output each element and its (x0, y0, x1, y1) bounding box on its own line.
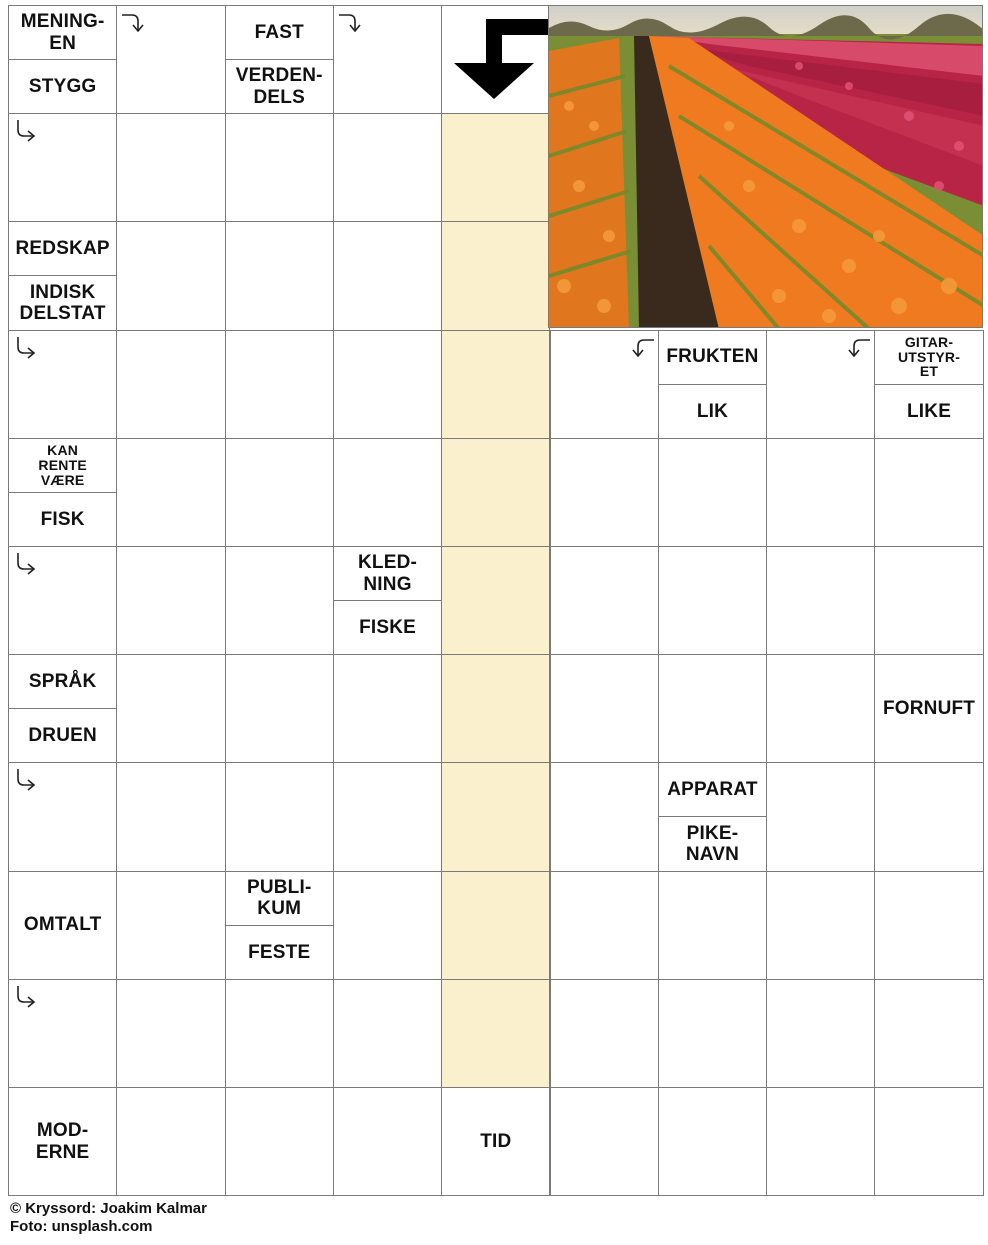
clue-cell (874, 330, 983, 439)
answer-cell[interactable] (116, 546, 225, 655)
answer-cell[interactable] (225, 979, 334, 1088)
clue-cell (441, 1087, 550, 1196)
clue-text: FISKE (334, 600, 441, 654)
answer-cell[interactable] (441, 979, 550, 1088)
down-right-arrow-icon (11, 982, 41, 1012)
answer-cell[interactable] (658, 654, 767, 763)
clue-cell (8, 871, 117, 980)
clue-text: MENING- EN (20, 11, 105, 54)
clue-text: APPARAT (667, 779, 758, 801)
clue-cell (8, 654, 117, 763)
answer-cell[interactable] (116, 654, 225, 763)
answer-cell[interactable] (441, 221, 550, 330)
down-right-arrow-icon (11, 765, 41, 795)
answer-cell[interactable] (333, 871, 442, 980)
clue-cell (333, 546, 442, 655)
answer-cell[interactable] (441, 762, 550, 871)
solution-arrow-icon (440, 5, 548, 113)
credit-crossword: © Kryssord: Joakim Kalmar (10, 1200, 207, 1217)
answer-cell[interactable] (333, 221, 442, 330)
answer-cell[interactable] (333, 438, 442, 547)
answer-cell[interactable] (658, 546, 767, 655)
answer-cell[interactable] (8, 113, 117, 222)
answer-cell[interactable] (116, 1087, 225, 1196)
answer-cell[interactable] (225, 438, 334, 547)
clue-cell (874, 654, 983, 763)
answer-cell[interactable] (766, 654, 875, 763)
answer-cell[interactable] (766, 438, 875, 547)
answer-cell[interactable] (8, 330, 117, 439)
answer-cell[interactable] (441, 438, 550, 547)
answer-cell[interactable] (225, 1087, 334, 1196)
answer-cell[interactable] (766, 979, 875, 1088)
clue-cell (8, 221, 117, 330)
answer-cell[interactable] (766, 1087, 875, 1196)
clue-text: PIKE- NAVN (659, 816, 766, 870)
answer-cell[interactable] (116, 113, 225, 222)
clue-cell (225, 5, 334, 114)
clue-text: STYGG (9, 59, 116, 113)
clue-text: PUBLI- KUM (246, 876, 312, 920)
credits (10, 1200, 207, 1236)
answer-cell[interactable] (116, 438, 225, 547)
right-down-arrow-icon (118, 8, 148, 38)
credit-photo: Foto: unsplash.com (10, 1218, 153, 1235)
clue-text: GITAR- UTSTYR- ET (898, 334, 961, 380)
clue-text: FISK (9, 492, 116, 546)
answer-cell[interactable] (550, 546, 659, 655)
answer-cell[interactable] (333, 1087, 442, 1196)
answer-cell[interactable] (550, 762, 659, 871)
answer-cell[interactable] (333, 330, 442, 439)
answer-cell[interactable] (441, 654, 550, 763)
answer-cell[interactable] (658, 1087, 767, 1196)
clue-text: KLED- NING (358, 552, 418, 595)
clue-text: FORNUFT (882, 698, 976, 720)
clue-text: TID (480, 1130, 512, 1152)
clue-text: LIK (659, 384, 766, 438)
down-right-arrow-icon (11, 549, 41, 579)
clue-text: FAST (254, 21, 304, 43)
answer-cell[interactable] (225, 546, 334, 655)
down-right-arrow-icon (11, 116, 41, 146)
clue-text: INDISK DELSTAT (9, 275, 116, 329)
answer-cell[interactable] (225, 330, 334, 439)
clue-cell (8, 438, 117, 547)
clue-cell (225, 871, 334, 980)
down-right-arrow-icon (11, 333, 41, 363)
answer-cell[interactable] (874, 762, 983, 871)
answer-cell[interactable] (658, 979, 767, 1088)
answer-cell[interactable] (116, 330, 225, 439)
left-down-arrow-icon (628, 333, 658, 363)
clue-cell (658, 330, 767, 439)
crossword-grid (8, 5, 983, 1195)
answer-cell[interactable] (225, 221, 334, 330)
clue-text: OMTALT (23, 914, 102, 936)
answer-cell[interactable] (441, 330, 550, 439)
answer-cell[interactable] (874, 979, 983, 1088)
left-down-arrow-icon (844, 333, 874, 363)
answer-cell[interactable] (550, 871, 659, 980)
answer-cell[interactable] (766, 871, 875, 980)
answer-cell[interactable] (766, 546, 875, 655)
answer-cell[interactable] (766, 762, 875, 871)
answer-cell[interactable] (874, 438, 983, 547)
clue-cell (658, 762, 767, 871)
clue-cell (8, 5, 117, 114)
clue-text: REDSKAP (15, 238, 110, 260)
answer-cell[interactable] (225, 654, 334, 763)
answer-cell[interactable] (116, 979, 225, 1088)
answer-cell[interactable] (8, 546, 117, 655)
answer-cell[interactable] (658, 438, 767, 547)
answer-cell[interactable] (116, 221, 225, 330)
clue-text: FRUKTEN (666, 346, 759, 368)
answer-cell[interactable] (116, 871, 225, 980)
clue-text: FESTE (226, 925, 333, 979)
answer-cell[interactable] (874, 546, 983, 655)
answer-cell[interactable] (550, 1087, 659, 1196)
answer-cell[interactable] (874, 1087, 983, 1196)
clue-text: VERDEN- DELS (226, 59, 333, 113)
answer-cell[interactable] (333, 979, 442, 1088)
answer-cell[interactable] (8, 979, 117, 1088)
answer-cell[interactable] (8, 762, 117, 871)
tulip-field-photo (548, 5, 983, 328)
right-down-arrow-icon (335, 8, 365, 38)
answer-cell[interactable] (333, 654, 442, 763)
answer-cell[interactable] (658, 871, 767, 980)
answer-cell[interactable] (550, 979, 659, 1088)
answer-cell[interactable] (441, 546, 550, 655)
answer-cell[interactable] (225, 762, 334, 871)
answer-cell[interactable] (441, 871, 550, 980)
answer-cell[interactable] (225, 113, 334, 222)
answer-cell[interactable] (874, 871, 983, 980)
answer-cell[interactable] (116, 762, 225, 871)
answer-cell[interactable] (333, 113, 442, 222)
clue-cell (8, 1087, 117, 1196)
clue-text: DRUEN (9, 708, 116, 762)
answer-cell[interactable] (550, 654, 659, 763)
answer-cell[interactable] (333, 762, 442, 871)
clue-text: KAN RENTE VÆRE (38, 442, 87, 488)
answer-cell[interactable] (441, 113, 550, 222)
answer-cell[interactable] (550, 438, 659, 547)
clue-text: LIKE (875, 384, 982, 438)
clue-text: MOD- ERNE (35, 1120, 90, 1163)
clue-text: SPRÅK (28, 671, 97, 692)
